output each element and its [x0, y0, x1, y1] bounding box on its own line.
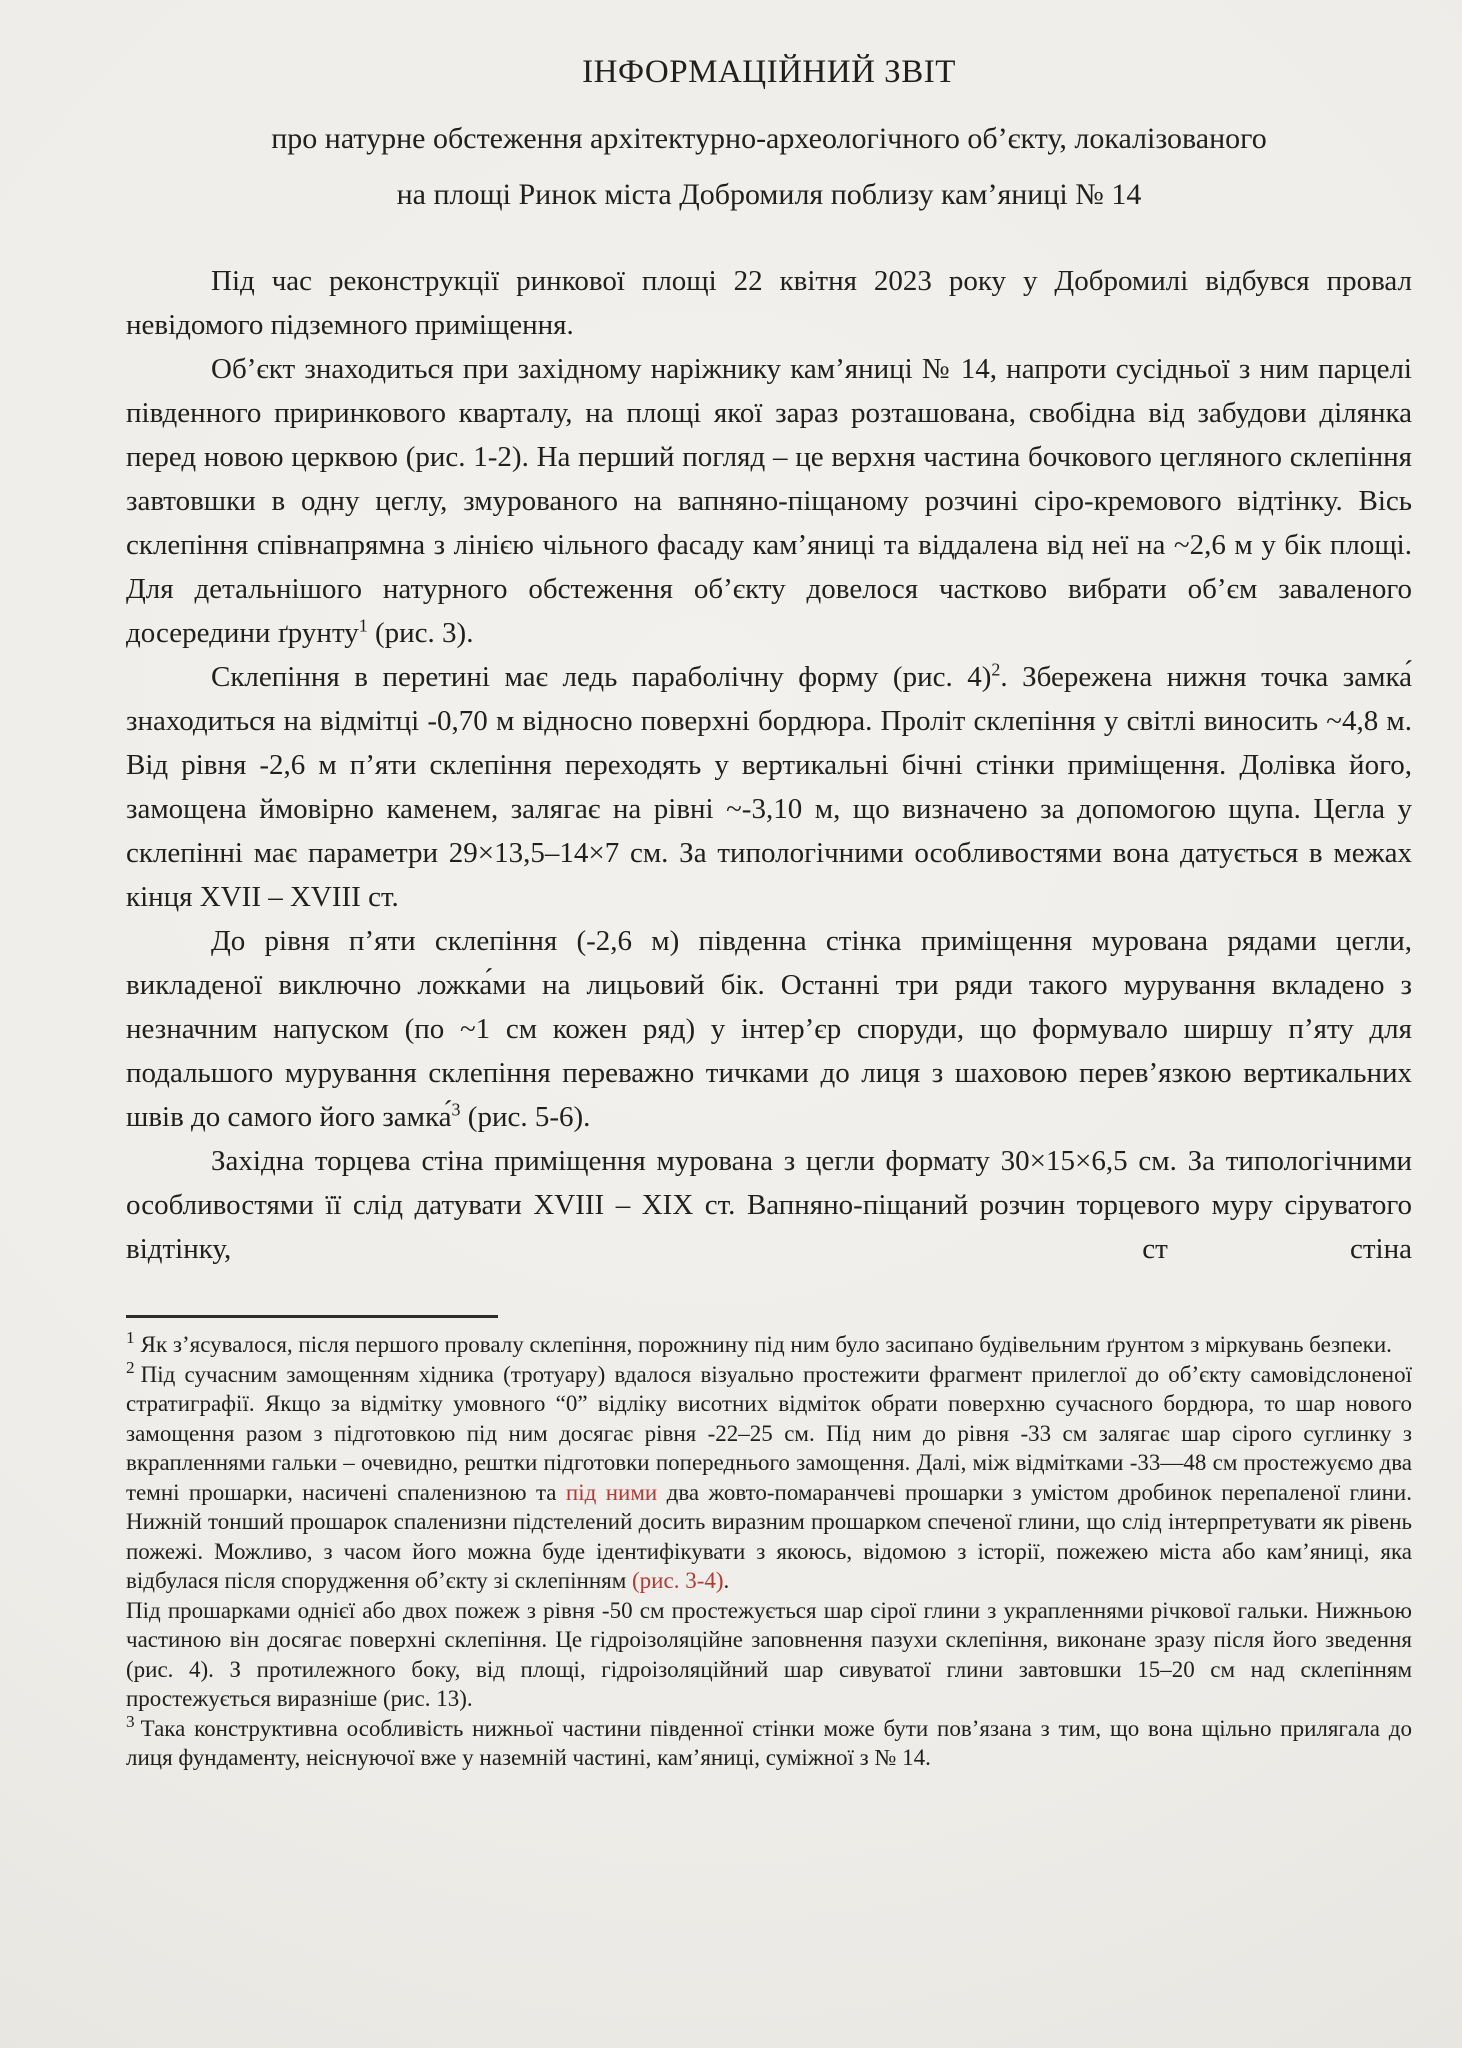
footnote [126, 1711, 1412, 1773]
superscript-reference: 3 [451, 1099, 461, 1120]
document-title: ІНФОРМАЦІЙНИЙ ЗВІТ [582, 54, 956, 90]
text-run: (рис. 5-6). [460, 1101, 591, 1133]
text-run: два жовто-помаранчеві прошарки з умістом дробинок перепаленої глини. Нижній тонший прошарок спаленизни підстелений досить виразним прошарком спеченої глини, що слід інтерпретувати як рівень пожежі. Можливо, з часом його можна буде ідентифікувати з якоюсь, відомою з історії, пожежею міста або кам’яниці, яка відбулася після спорудження об’єкту зі склепінням [126, 1479, 1412, 1593]
body-text [126, 259, 1412, 1271]
text-run: Під сучасним замощенням хідника (тротуару) вдалося візуально простежити фрагмент прилеглої до об’єкту самовідслоненої стратиграфії. Якщо за відмітку умовного “0” відліку висотних відміток обрати поверхню сучасного бордюра, то шар нового замощення разом з підготовкою під ним досягає рівня -22–25 см. Під ним до рівня -33 см залягає шар сірого суглинку з вкрапленнями гальки – очевидно, рештки підготовки попереднього замощення. Далі, між відмітками -33—48 см простежуємо два темні прошарки, насичені спаленизною та [126, 1361, 1412, 1505]
text-run: Під час реконструкції ринкової площі 22 квітня 2023 року у Добромилі відбувся провал невідомого підземного приміщення. [126, 265, 1412, 341]
subtitle-line-2: на площі Ринок міста Добромиля поблизу кам’яниці № 14 [396, 178, 1142, 211]
text-run: (рис. 3). [367, 617, 474, 649]
text-run: До рівня п’яти склепіння (-2,6 м) південна стінка приміщення мурована рядами цегли, викладеної виключно ложка́ми на лицьовий бік. Останні три ряди такого мурування вкладено з незначним напуском (по ~1 см кожен ряд) у інтер’єр споруди, що формувало ширшу п’яту для подальшого мурування склепіння переважно тичками до лиця з шаховою перев’язкою вертикальних швів до самого його замка́ [126, 925, 1412, 1133]
footnotes [126, 1330, 1412, 1773]
text-run: . [723, 1568, 730, 1593]
text-run: . Збережена нижня точка замка́ знаходиться на відмітці -0,70 м відносно поверхні бордюра. Проліт склепіння у світлі виносить ~4,8 м. Від рівня -2,6 м п’яти склепіння переходять у вертикальні бічні стінки приміщення. Долівка його, замощена ймовірно каменем, залягає на рівні ~-3,10 м, що визначено за допомогою щупа. Цегла у склепінні має параметри 29×13,5–14×7 см. За типологічними особливостями вона датується в межах кінця XVII – XVIII ст. [126, 661, 1413, 913]
footnote-marker: 1 [126, 1328, 135, 1348]
text-run: Західна торцева стіна приміщення мурована з цегли формату 30×15×6,5 см. За типологічними особливостями її слід датувати XVIII – XIX ст. Вапняно-піщаний розчин торцевого муру сіруватого відтінку, ст стіна [126, 1145, 1412, 1265]
document-subtitle [126, 111, 1412, 223]
text-run: Під прошарками однієї або двох пожеж з рівня -50 см простежується шар сірої глини з украпленнями річкової гальки. Нижньою частиною він досягає поверхні склепіння. Це гідроізоляційне заповнення пазухи склепіння, виконане зразу після його зведення (рис. 4). З протилежного боку, від площі, гідроізоляційний шар сивуватої глини завтовшки 15–20 см над склепінням простежується виразніше (рис. 13). [126, 1597, 1412, 1711]
footnote [126, 1330, 1412, 1360]
superscript-reference: 2 [991, 659, 1001, 680]
footnote-marker: 3 [126, 1711, 135, 1731]
paragraph [126, 919, 1412, 1139]
footnote [126, 1596, 1412, 1714]
paragraph [126, 1139, 1412, 1271]
footnote [126, 1357, 1412, 1596]
red-text: під ними [565, 1479, 658, 1505]
paragraph [126, 347, 1412, 655]
subtitle-line-1: про натурне обстеження архітектурно-археологічного об’єкту, локалізованого [271, 122, 1267, 155]
paragraph [126, 259, 1412, 347]
footnote-separator [126, 1315, 498, 1318]
paragraph [126, 655, 1412, 919]
text-run: Склепіння в перетині має ледь параболічну форму (рис. 4) [211, 661, 992, 693]
text-run: Як з’ясувалося, після першого провалу склепіння, порожнину під ним було засипано будівельним ґрунтом з міркувань безпеки. [140, 1332, 1392, 1357]
footnote-marker: 2 [126, 1357, 135, 1377]
text-run: Така конструктивна особливість нижньої частини південної стінки може бути пов’язана з тим, що вона щільно прилягала до лиця фундаменту, неіснуючої вже у наземній частині, кам’яниці, суміжної з № 14. [126, 1715, 1412, 1770]
text-run: Об’єкт знаходиться при західному наріжнику кам’яниці № 14, напроти сусідньої з ним парцелі південного приринкового кварталу, на площі якої зараз розташована, свобідна від забудови ділянка перед новою церквою (рис. 1-2). На перший погляд – це верхня частина бочкового цегляного склепіння завтовшки в одну цеглу, змурованого на вапняно-піщаному розчині сіро-кремового відтінку. Вісь склепіння співнапрямна з лінією чільного фасаду кам’яниці та віддалена від неї на ~2,6 м у бік площі. Для детальнішого натурного обстеження об’єкту довелося частково вибрати об’єм заваленого досередини ґрунту [126, 353, 1412, 649]
superscript-reference: 1 [358, 615, 368, 636]
red-text: (рис. 3-4) [632, 1568, 724, 1593]
